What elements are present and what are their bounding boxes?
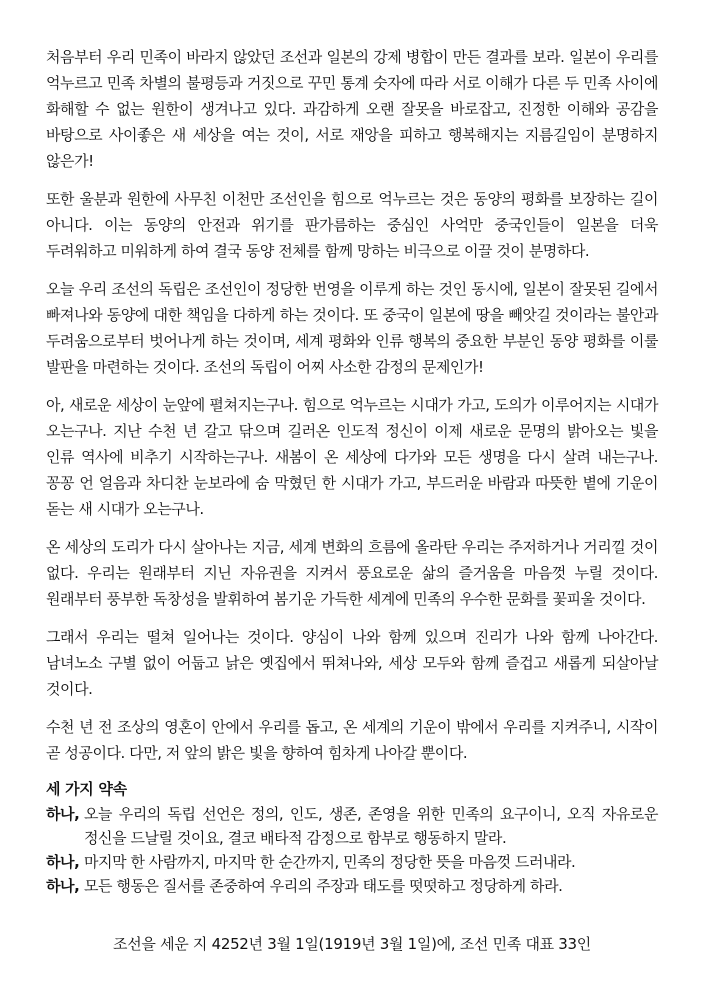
pledge-text-3: 모든 행동은 질서를 존중하여 우리의 주장과 태도를 떳떳하고 정당하게 하라. xyxy=(84,877,563,895)
pledge-text-1: 오늘 우리의 독립 선언은 정의, 인도, 생존, 존영을 위한 민족의 요구이니, 오직 자유로운 정신을 드날릴 것이요, 결코 배타적 감정으로 함부로 행동하지 말라. xyxy=(84,805,658,847)
pledge-item-1 xyxy=(46,802,658,850)
pledge-marker: 하나, xyxy=(46,853,80,871)
declaration-document xyxy=(46,44,658,898)
paragraph-1: 처음부터 우리 민족이 바라지 않았던 조선과 일본의 강제 병합이 만든 결과를 보라. 일본이 우리를 억누르고 민족 차별의 불평등과 거짓으로 꾸민 통계 숫자에 따라 서로 이해가 다른 두 민족 사이에 화해할 수 없는 원한이 생겨나고 있다. 과감하게 오랜 잘못을 바로잡고, 진정한 이해와 공감을 바탕으로 사이좋은 새 세상을 여는 것이, 서로 재앙을 피하고 행복해지는 지름길임이 분명하지 않은가! xyxy=(46,48,658,170)
pledge-item-2 xyxy=(46,850,658,874)
pledge-text-2: 마지막 한 사람까지, 마지막 한 순간까지, 민족의 정당한 뜻을 마음껏 드러내라. xyxy=(84,853,576,871)
signature-line: 조선을 세운 지 4252년 3월 1일(1919년 3월 1일)에, 조선 민족 대표 33인 xyxy=(113,935,591,953)
paragraph-7: 수천 년 전 조상의 영혼이 안에서 우리를 돕고, 온 세계의 기운이 밖에서 우리를 지켜주니, 시작이 곧 성공이다. 다만, 저 앞의 밝은 빛을 향하여 힘차게 나아갈 뿐이다. xyxy=(46,718,658,762)
paragraph-2: 또한 울분과 원한에 사무친 이천만 조선인을 힘으로 억누르는 것은 동양의 평화를 보장하는 길이 아니다. 이는 동양의 안전과 위기를 판가름하는 중심인 사억만 중국인들이 일본을 더욱 두려워하고 미워하게 하여 결국 동양 전체를 함께 망하는 비극으로 이끌 것이 분명하다. xyxy=(46,190,658,260)
paragraph-4: 아, 새로운 세상이 눈앞에 펼쳐지는구나. 힘으로 억누르는 시대가 가고, 도의가 이루어지는 시대가 오는구나. 지난 수천 년 갈고 닦으며 길러온 인도적 정신이 이제 새로운 문명의 밝아오는 빛을 인류 역사에 비추기 시작하는구나. 새봄이 온 세상에 다가와 모든 생명을 다시 살려 내는구나. 꽁꽁 언 얼음과 차디찬 눈보라에 숨 막혔던 한 시대가 가고, 부드러운 바람과 따뜻한 볕에 기운이 돋는 새 시대가 오는구나. xyxy=(46,396,658,518)
pledges-heading: 세 가지 약속 xyxy=(46,780,127,798)
paragraph-3: 오늘 우리 조선의 독립은 조선인이 정당한 번영을 이루게 하는 것인 동시에, 일본이 잘못된 길에서 빠져나와 동양에 대한 책임을 다하게 하는 것이다. 또 중국이 일본에 땅을 빼앗길 것이라는 불안과 두려움으로부터 벗어나게 하는 것이며, 세계 평화와 인류 행복의 중요한 부분인 동양 평화를 이룰 발판을 마련하는 것이다. 조선의 독립이 어찌 사소한 감정의 문제인가! xyxy=(46,280,658,376)
pledge-marker: 하나, xyxy=(46,877,80,895)
pledge-marker: 하나, xyxy=(46,805,80,823)
pledges-list xyxy=(46,802,658,898)
pledge-item-3 xyxy=(46,874,658,898)
paragraph-5: 온 세상의 도리가 다시 살아나는 지금, 세계 변화의 흐름에 올라탄 우리는 주저하거나 거리낄 것이 없다. 우리는 원래부터 지닌 자유권을 지켜서 풍요로운 삶의 즐거움을 마음껏 누릴 것이다. 원래부터 풍부한 독창성을 발휘하여 봄기운 가득한 세계에 민족의 우수한 문화를 꽃피울 것이다. xyxy=(46,538,658,608)
paragraph-6: 그래서 우리는 떨쳐 일어나는 것이다. 양심이 나와 함께 있으며 진리가 나와 함께 나아간다. 남녀노소 구별 없이 어둡고 낡은 옛집에서 뛰쳐나와, 세상 모두와 함께 즐겁고 새롭게 되살아날 것이다. xyxy=(46,628,658,698)
